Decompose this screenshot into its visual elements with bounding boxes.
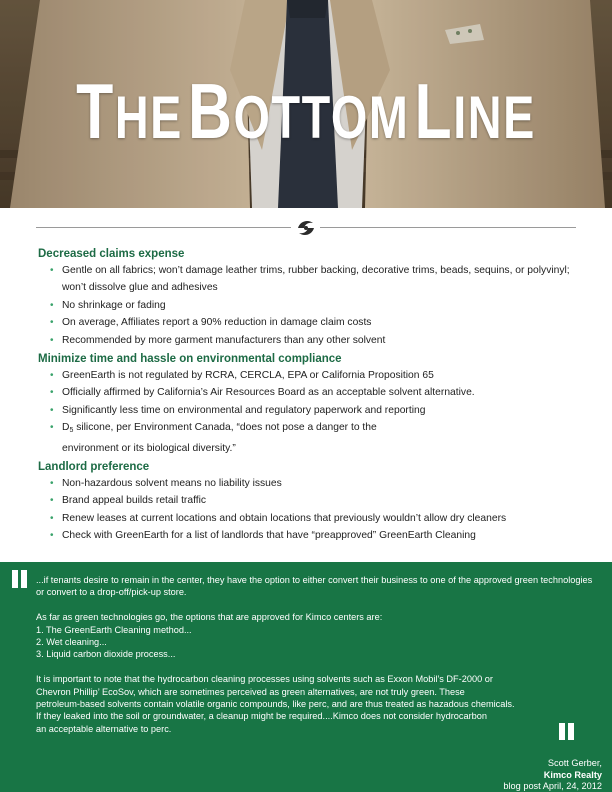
list-item [50, 475, 578, 492]
quote-paragraph-3 [36, 673, 602, 735]
close-quote-icon [558, 722, 576, 742]
bullet-icon: • [50, 478, 54, 490]
section-heading-compliance: Minimize time and hassle on environmental compliance [38, 353, 342, 366]
d5-prefix: D [62, 422, 70, 434]
hero-banner [0, 0, 612, 208]
list-item [50, 297, 578, 314]
approved-options-list [36, 624, 602, 661]
title-word-3: LINE [414, 67, 536, 155]
list-item [50, 527, 578, 544]
bullet-icon: • [50, 404, 54, 416]
bullet-icon: • [50, 530, 54, 542]
quote-text [36, 574, 602, 735]
author-name: Scott Gerber, [547, 758, 602, 768]
bullet-text: Significantly less time on environmental and regulatory paperwork and reporting [62, 404, 426, 416]
open-quote-icon [10, 568, 30, 590]
bullet-icon: • [50, 422, 54, 434]
compliance-bullet-list [38, 367, 578, 457]
quote-paragraph-1: ...if tenants desire to remain in the center, they have the option to either convert their business to one of the approved green technologies or convert to a drop-off/pick-up store. [36, 575, 593, 598]
bullet-text: GreenEarth is not regulated by RCRA, CERCLA, EPA or California Proposition 65 [62, 370, 434, 382]
list-item [50, 314, 578, 331]
hero-title [67, 66, 544, 157]
bullet-text: Brand appeal builds retail traffic [62, 495, 207, 507]
divider-line-left [36, 227, 291, 228]
bullet-icon: • [50, 334, 54, 346]
bullet-text: Renew leases at current locations and obtain locations that previously wouldn’t allow dry cleaners [62, 512, 507, 524]
quote-line: If they leaked into the soil or groundwater, a cleanup might be required....Kimco does not consider hydrocarbon [36, 711, 487, 722]
bullet-text: Recommended by more garment manufacturers than any other solvent [62, 334, 386, 346]
list-item [50, 402, 578, 419]
quote-source: blog post April, 24, 2012 [503, 781, 602, 791]
list-item [50, 510, 578, 527]
title-word-2: BOTTOM [188, 67, 410, 155]
list-item: 1. The GreenEarth Cleaning method... [36, 624, 192, 635]
quote-paragraph-2: As far as green technologies go, the options that are approved for Kimco centers are: [36, 612, 383, 623]
list-item [50, 332, 578, 349]
quote-box [0, 562, 612, 792]
bullet-icon: • [50, 265, 54, 276]
bullet-text: On average, Affiliates report a 90% reduction in damage claim costs [62, 317, 372, 329]
list-item: 2. Wet cleaning... [36, 637, 107, 648]
author-company: Kimco Realty [543, 769, 602, 780]
list-item [50, 384, 578, 401]
bullet-text: Non-hazardous solvent means no liability issues [62, 478, 282, 490]
bullet-text: silicone, per Environment Canada, “does not pose a danger to the environment or its biological diversity.” [62, 422, 377, 454]
bullet-text: Check with GreenEarth for a list of landlords that have “preapproved” GreenEarth Cleaning [62, 530, 476, 542]
landlord-bullet-list [38, 475, 578, 545]
divider-line-right [320, 227, 576, 228]
section-divider [36, 214, 576, 242]
quote-line: petroleum-based solvents contain volatile organic compounds, like perc, and are thus treated as hazadous chemicals. [36, 699, 515, 710]
title-word-1: THE [76, 67, 183, 155]
section-heading-claims: Decreased claims expense [38, 248, 185, 260]
bullet-icon: • [50, 387, 54, 399]
list-item: 3. Liquid carbon dioxide process... [36, 649, 176, 660]
greenearth-emblem-icon [294, 216, 318, 240]
quote-line: It is important to note that the hydrocarbon cleaning processes using solvents such as Exxon Mobil’s DF-2000 or [36, 674, 493, 685]
bullet-icon: • [50, 495, 54, 507]
list-item [50, 492, 578, 509]
quote-attribution [503, 758, 602, 792]
bullet-text: No shrinkage or fading [62, 299, 166, 311]
bullet-icon: • [50, 299, 54, 311]
list-item [50, 262, 578, 297]
d5-subscript: 5 [69, 427, 74, 435]
list-item [50, 419, 578, 457]
section-heading-landlord: Landlord preference [38, 461, 150, 474]
quote-line: Chevron Phillip’ EcoSov, which are sometimes perceived as green alternatives, are not truly green. These [36, 686, 465, 697]
bullet-text: Officially affirmed by California’s Air Resources Board as an acceptable solvent alternative. [62, 387, 475, 399]
bullet-text: Gentle on all fabrics; won’t damage leather trims, rubber backing, decorative trims, beads, sequins, or polyvinyl; won’t dissolve glue and adhesives [62, 265, 570, 294]
list-item [50, 367, 578, 384]
claims-bullet-list [38, 262, 578, 349]
benefits-content [38, 246, 578, 545]
quote-line: an acceptable alternative to perc. [36, 723, 172, 734]
bullet-icon: • [50, 317, 54, 329]
bullet-icon: • [50, 512, 54, 524]
bullet-icon: • [50, 370, 54, 382]
